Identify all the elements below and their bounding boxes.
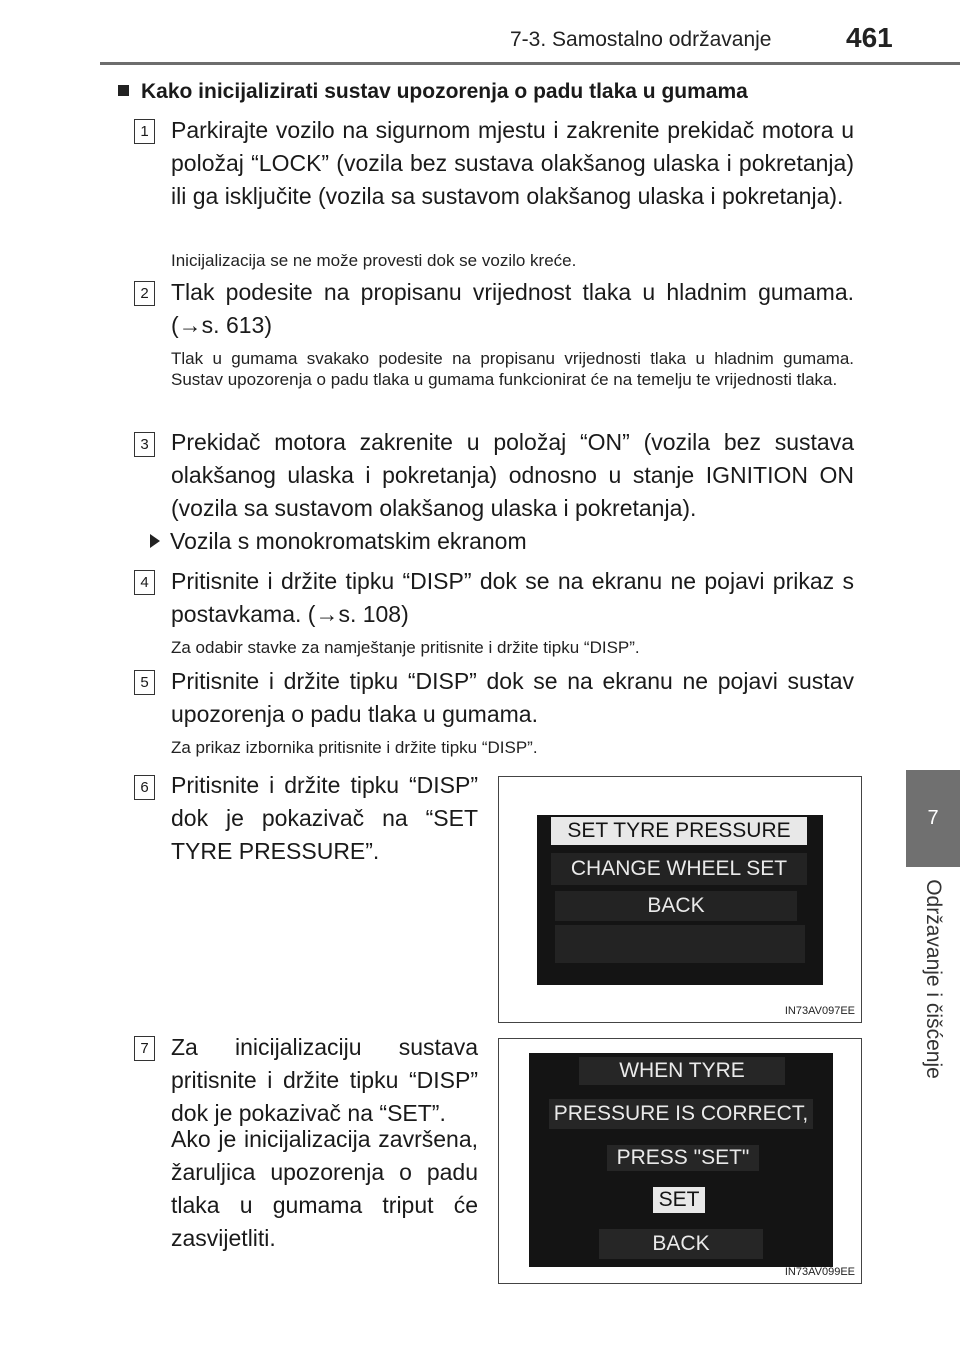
step-number-3: 3: [134, 432, 155, 457]
menu-line-change-wheel-set: CHANGE WHEEL SET: [551, 853, 807, 885]
step-5-note: Za prikaz izbornika pritisnite i držite tipku “DISP”.: [171, 738, 538, 757]
step-number-7: 7: [134, 1036, 155, 1061]
display-screen-2: [529, 1053, 833, 1267]
menu-line-set-tyre-pressure: SET TYRE PRESSURE: [551, 817, 807, 845]
back-option: BACK: [599, 1229, 763, 1259]
heading-text: Kako inicijalizirati sustav upozorenja o padu tlaka u gumama: [141, 80, 748, 103]
square-bullet-icon: [118, 85, 129, 96]
message-line-2: PRESSURE IS CORRECT,: [549, 1099, 813, 1129]
subheading: [150, 526, 527, 556]
display-screen-1: [537, 815, 823, 985]
step-3-text: Prekidač motora zakrenite u položaj “ON” (vozila bez sustava olakšanog ulaska i pokretanja) odnosno u stanje IGNITION ON (vozila sa sustavom olakšanog ulaska i pokretanja).: [171, 429, 854, 521]
step-number-4: 4: [134, 570, 155, 595]
step-number-2: 2: [134, 281, 155, 306]
step-1-text: Parkirajte vozilo na sigurnom mjestu i zakrenite prekidač motora u položaj “LOCK” (vozila bez sustava olakšanog ulaska i pokretanja) ili ga isključite (vozila sa sustavom olakšanog ulaska i pokretanja).: [171, 117, 854, 209]
chapter-label-box: [906, 868, 960, 1090]
triangle-bullet-icon: [150, 534, 160, 548]
step-2-text: Tlak podesite na propisanu vrijednost tlaka u hladnim gumama. (→s. 613): [171, 279, 854, 338]
step-2-note: Tlak u gumama svakako podesite na propisanu vrijednosti tlaka u hladnim gumama. Sustav upozorenja o padu tlaka u gumama funkcionirat će na temelju te vrijednosti tlaka.: [171, 349, 854, 389]
figure-2-code: IN73AV099EE: [784, 1266, 855, 1278]
message-line-3: PRESS "SET": [607, 1145, 759, 1171]
step-number-5: 5: [134, 670, 155, 695]
page-number: 461: [846, 22, 893, 53]
step-1-note: Inicijalizacija se ne može provesti dok se vozilo kreće.: [171, 251, 577, 270]
menu-line-empty: [555, 925, 805, 963]
figure-1-code: IN73AV097EE: [784, 1005, 855, 1017]
step-number-1: 1: [134, 119, 155, 144]
section-heading: [118, 80, 748, 104]
figure-1: [498, 776, 862, 1023]
step-5-text: Pritisnite i držite tipku “DISP” dok se na ekranu ne pojavi sustav upozorenja o padu tlaka u gumama.: [171, 668, 854, 727]
section-title: 7-3. Samostalno održavanje: [510, 28, 772, 51]
step-6-text: Pritisnite i držite tipku “DISP” dok je pokazivač na “SET TYRE PRESSURE”.: [171, 772, 478, 864]
set-option: SET: [653, 1187, 705, 1213]
chapter-label: Održavanje i čišćenje: [922, 879, 945, 1079]
subheading-text: Vozila s monokromatskim ekranom: [170, 528, 527, 554]
message-line-1: WHEN TYRE: [579, 1057, 785, 1085]
step-4-note: Za odabir stavke za namještanje pritisnite i držite tipku “DISP”.: [171, 638, 640, 657]
step-4-text: Pritisnite i držite tipku “DISP” dok se na ekranu ne pojavi prikaz s postavkama. (→s. 108): [171, 568, 854, 627]
step-7-text: Za inicijalizaciju sustava pritisnite i držite tipku “DISP” dok je pokazivač na “SET”.: [171, 1034, 478, 1126]
step-7-text-2: Ako je inicijalizacija završena, žaruljica upozorenja o padu tlaka u gumama triput će zasvijetliti.: [171, 1126, 478, 1251]
header-rule: [100, 62, 960, 65]
menu-line-back: BACK: [555, 891, 797, 921]
figure-2: [498, 1038, 862, 1284]
step-number-6: 6: [134, 775, 155, 800]
chapter-tab: 7: [906, 770, 960, 867]
